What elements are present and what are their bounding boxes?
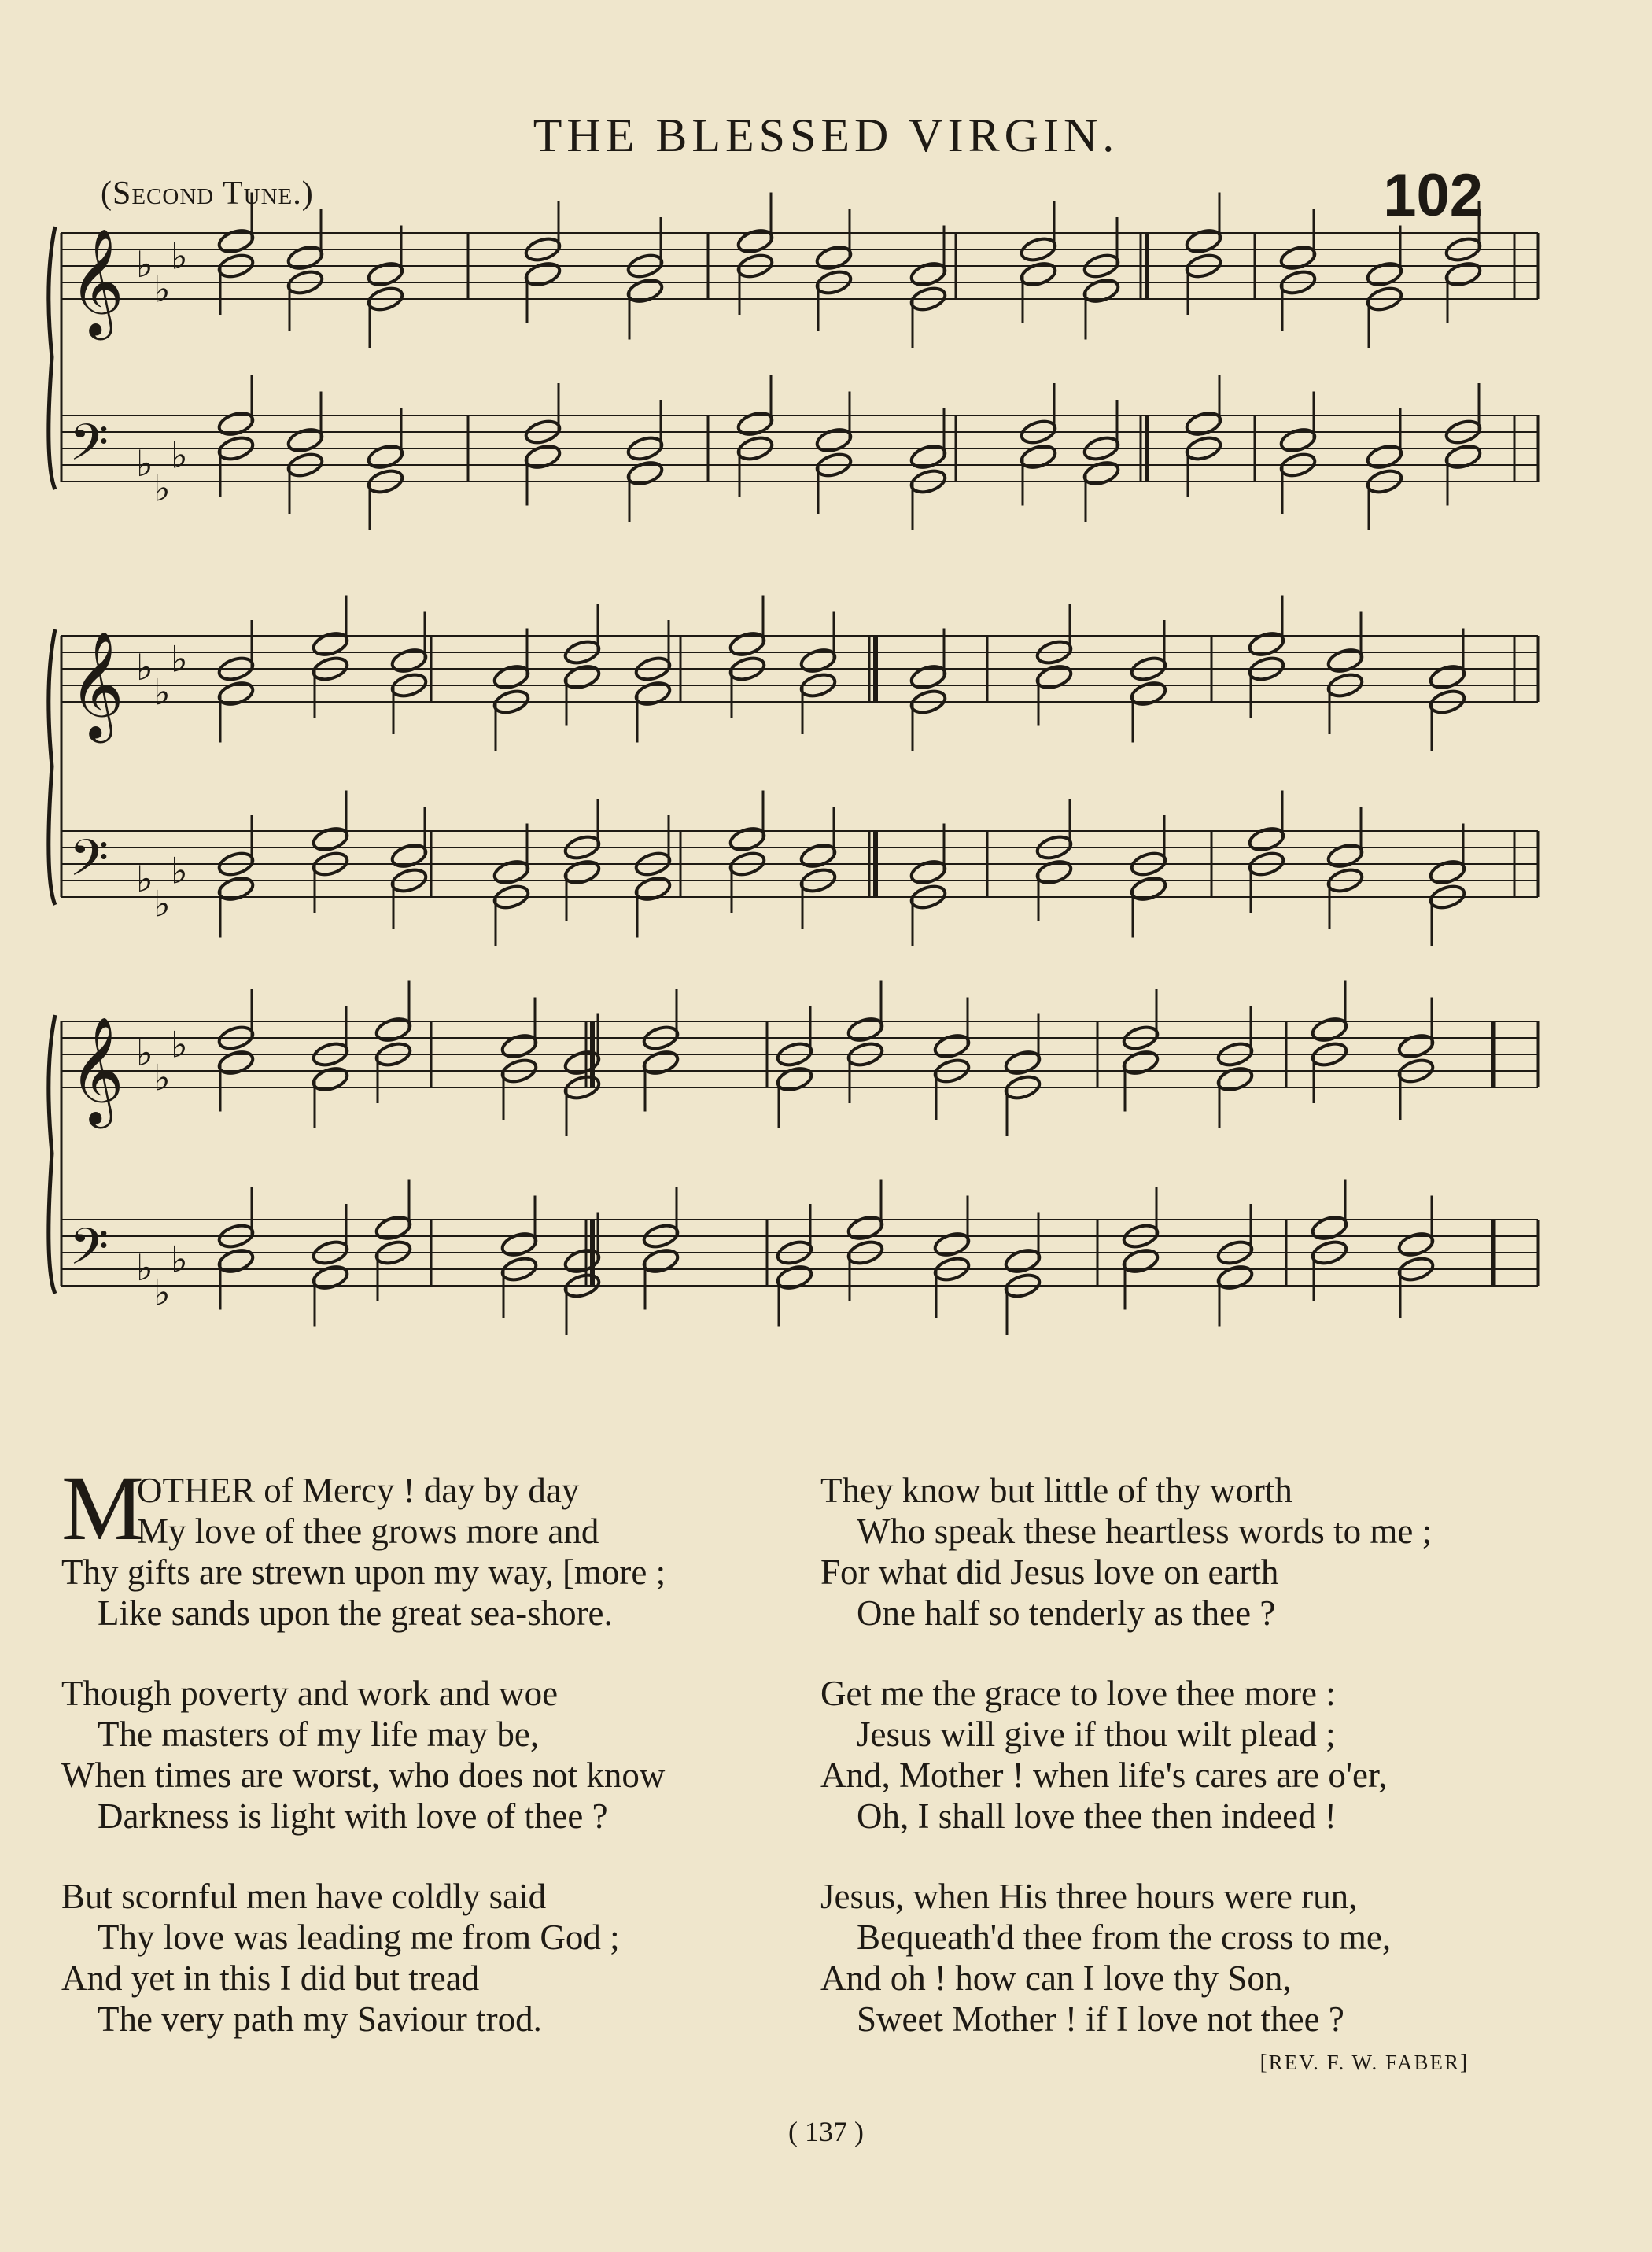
half-note [814,243,853,271]
flat-icon: ♭ [136,442,153,485]
treble-clef-icon: 𝄞 [69,629,124,738]
system-brace-icon [49,629,55,905]
half-note [1082,459,1120,487]
half-note [562,1048,601,1076]
flat-icon: ♭ [136,1032,153,1074]
half-note [909,442,947,471]
half-note [216,1246,255,1275]
half-note [798,841,837,869]
verses-right-column [820,1470,1528,2079]
half-note [374,1213,412,1242]
verse-line: When times are worst, who does not know [61,1755,666,1795]
half-note [641,1246,680,1275]
verse-line: They know but little of thy worth [820,1471,1292,1510]
half-note [1326,646,1364,674]
stanza-1 [61,1456,769,1634]
half-note [1396,1032,1435,1060]
verse-line: And yet in this I did but tread [61,1959,480,1998]
half-note [216,874,255,903]
verse-line: Sweet Mother ! if I love not thee ? [857,1999,1344,2039]
verse-line: For what did Jesus love on earth [820,1552,1279,1592]
hymn-title: THE BLESSED VIRGIN. [533,109,1119,161]
half-note [500,1230,538,1258]
flat-icon: ♭ [171,1238,188,1281]
half-note [366,442,404,471]
verse-line: My love of thee grows more and [137,1512,599,1551]
music-system [49,981,1538,1335]
half-note [389,646,428,674]
half-note [1247,629,1285,658]
treble-clef-icon: 𝄞 [69,1015,124,1124]
half-note [1428,663,1466,691]
verse-line: Jesus will give if thou wilt plead ; [857,1715,1336,1754]
half-note [798,646,837,674]
bass-clef-icon: 𝄢 [69,1218,109,1289]
flat-icon: ♭ [153,268,171,311]
half-note [562,663,601,691]
music-system [49,596,1538,947]
treble-clef-icon: 𝄞 [69,227,124,335]
verses-left-column [61,1456,769,2079]
half-note [1326,841,1364,869]
stanza-5 [820,1673,1528,1837]
flat-icon: ♭ [171,434,188,477]
stanza-6 [820,1876,1528,2040]
flat-icon: ♭ [153,467,171,510]
half-note [1444,260,1482,288]
half-note [932,1230,971,1258]
half-note [728,629,766,658]
half-note [728,825,766,853]
half-note [633,874,672,903]
half-note [1215,1065,1254,1093]
half-note [1019,260,1057,288]
tune-label: (Second Tune.) [101,175,314,212]
half-note [311,629,349,658]
verse-line: But scornful men have coldly said [61,1877,547,1916]
half-note [641,1048,680,1076]
half-note [1444,442,1482,471]
drop-cap: M [61,1456,144,1560]
flat-icon: ♭ [153,882,171,925]
flat-icon: ♭ [136,646,153,689]
verse-line: One half so tenderly as thee ? [857,1593,1276,1633]
half-note [216,679,255,707]
half-note [500,1032,538,1060]
flat-icon: ♭ [153,1056,171,1099]
verse-line: Who speak these heartless words to me ; [857,1512,1433,1551]
stanza-4 [820,1470,1528,1634]
half-note [1365,442,1403,471]
half-note [736,409,774,437]
half-note [1121,1246,1160,1275]
half-note [1247,825,1285,853]
flat-icon: ♭ [136,243,153,286]
half-note [1003,1246,1042,1275]
half-note [1278,243,1317,271]
page-number: ( 137 ) [788,2116,864,2147]
half-note [523,260,562,288]
half-note [562,1246,601,1275]
half-note [1034,858,1073,886]
half-note [216,1048,255,1076]
half-note [1184,227,1222,255]
verse-line: Jesus, when His three hours were run, [820,1877,1358,1916]
music-system [49,193,1538,531]
half-note [775,1263,813,1291]
verse-line: Oh, I shall love thee then indeed ! [857,1796,1337,1836]
verse-line: Get me the grace to love thee more : [820,1674,1336,1713]
flat-icon: ♭ [136,1246,153,1289]
half-note [625,459,664,487]
bass-clef-icon: 𝄢 [69,414,109,485]
half-note [311,825,349,853]
half-note [909,858,947,886]
verse-line: Darkness is light with love of thee ? [98,1796,608,1836]
half-note [909,663,947,691]
flat-icon: ♭ [136,858,153,900]
flat-icon: ♭ [171,1023,188,1066]
half-note [1278,426,1317,454]
half-note [1034,663,1073,691]
verse-line: Like sands upon the great sea-shore. [98,1593,613,1633]
half-note [814,426,853,454]
verse-line: And oh ! how can I love thy Son, [820,1959,1292,1998]
half-note [1019,442,1057,471]
half-note [775,1065,813,1093]
half-note [374,1015,412,1043]
half-note [216,227,255,255]
hymn-number: 102 [1383,162,1483,229]
half-note [1310,1015,1348,1043]
verse-line: Bequeath'd thee from the cross to me, [857,1918,1392,1957]
system-brace-icon [49,1015,55,1294]
half-note [1396,1230,1435,1258]
flat-icon: ♭ [153,670,171,714]
verses-section [61,1456,1501,2099]
stanza-2 [61,1673,769,1837]
half-note [311,1065,349,1093]
half-note [633,679,672,707]
half-note [286,426,324,454]
half-note [932,1032,971,1060]
half-note [625,276,664,305]
half-note [286,243,324,271]
half-note [1082,276,1120,305]
half-note [492,858,530,886]
verse-line: Thy gifts are strewn upon my way, [more ; [61,1552,666,1592]
bass-clef-icon: 𝄢 [69,829,109,900]
author-attribution: [REV. F. W. FABER] [1259,2051,1469,2074]
verse-text: OTHER of Mercy ! day by day [137,1471,580,1510]
flat-icon: ♭ [171,234,188,278]
verse-line: The very path my Saviour trod. [98,1999,542,2039]
flat-icon: ♭ [171,637,188,681]
verse-line: Thy love was leading me from God ; [98,1918,620,1957]
flat-icon: ♭ [171,849,188,892]
half-note [846,1015,884,1043]
half-note [1003,1048,1042,1076]
flat-icon: ♭ [153,1271,171,1314]
half-note [1121,1048,1160,1076]
half-note [1184,409,1222,437]
half-note [1365,260,1403,288]
half-note [1428,858,1466,886]
half-note [389,841,428,869]
half-note [523,442,562,471]
half-note [562,858,601,886]
half-note [311,1263,349,1291]
half-note [366,260,404,288]
verse-line: The masters of my life may be, [98,1715,540,1754]
half-note [736,227,774,255]
stanza-3 [61,1876,769,2040]
half-note [1129,874,1167,903]
half-note [1215,1263,1254,1291]
half-note [492,663,530,691]
half-note [846,1213,884,1242]
half-note [1310,1213,1348,1242]
verse-line: And, Mother ! when life's cares are o'er, [820,1755,1388,1795]
verse-line: Though poverty and work and woe [61,1674,559,1713]
half-note [216,409,255,437]
system-brace-icon [49,227,55,489]
half-note [1129,679,1167,707]
half-note [909,260,947,288]
